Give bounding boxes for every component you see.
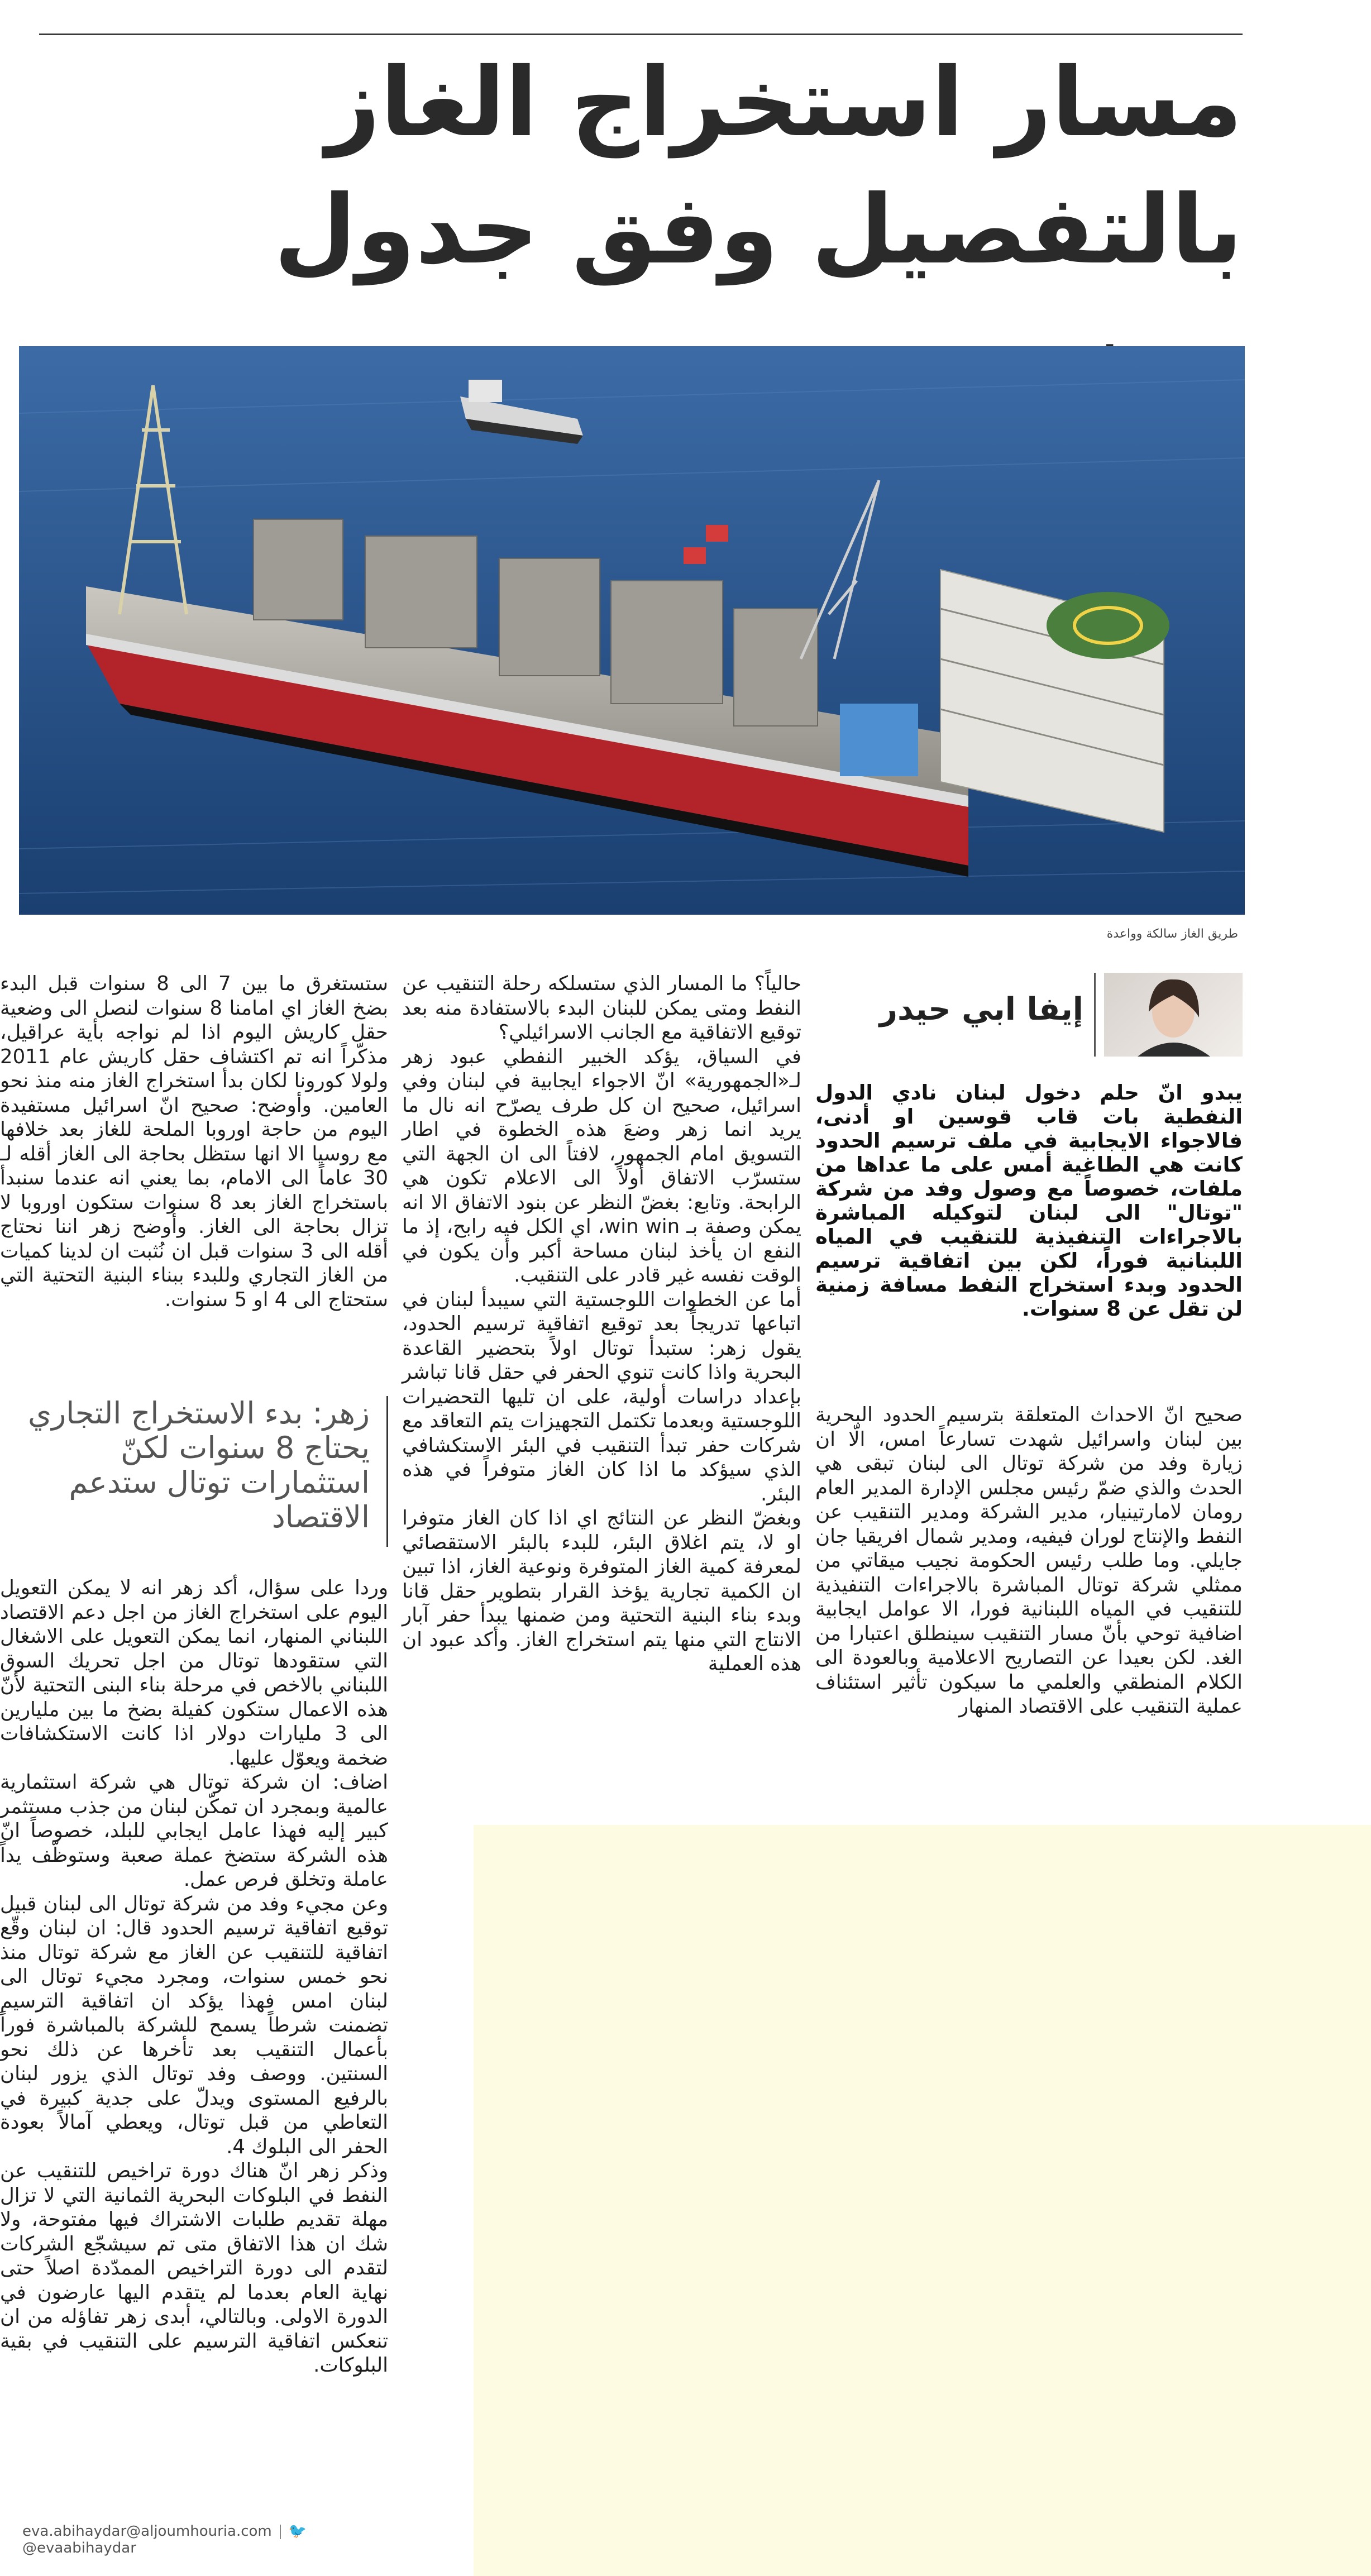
paragraph: صحيح انّ الاحداث المتعلقة بترسيم الحدود البحرية بين لبنان واسرائيل شهدت تسارعاً امس، الّا ان زيارة وفد من شركة توتال الى لبنان تبقى هي الحدث والذي ضمّ رئيس مجلس الإدارة المدير العام رومان لامارتينيار، مدير الشركة ومدير التنقيب عن النفط والإنتاج لوران فيفيه، ومدير شمال افريقيا جان جايلي. وما طلب رئيس الحكومة نجيب ميقاتي من ممثلي شركة توتال المباشرة بالاجراءات التنفيذية للتنقيب في المياه اللبنانية فورا، الا عوامل ايجابية اضافية توحي بأنّ مسار التنقيب سينطلق اعتبارا من الغد. لكن بعيدا عن التصاريح الاعلامية وبالعودة الى الكلام المنطقي والعلمي ما سيكون تأثير استئناف عملية التنقيب على الاقتصاد المنهار — [815, 1403, 1243, 1718]
column-left-top — [0, 972, 388, 1312]
ad-space-background — [474, 1825, 1371, 2576]
author-email[interactable]: eva.abihaydar@aljoumhouria.com — [22, 2523, 272, 2540]
paragraph: في السياق، يؤكد الخبير النفطي عبود زهر لـ«الجمهورية» انّ الاجواء ايجابية في لبنان وفي اسرائيل، صحيح ان كل طرف يصرّح انه نال ما يريد انما زهر وضعَ هذه الخطوة في اطار التسويق امام الجمهور، لافتاً الى ان الجهة التي ستسرّب الاتفاق أولاً الى الاعلام تكون هي الرابحة. وتابع: بغضّ النظر عن بنود الاتفاق الا انه يمكن وصفة بـ win win، اي الكل فيه رابح، إذ ما النفع ان يأخذ لبنان مساحة أكبر وأن يكون في الوقت نفسه غير قادر على التنقيب. — [402, 1045, 801, 1287]
column-left-bottom — [0, 1576, 388, 2378]
twitter-icon: 🐦 — [288, 2523, 307, 2540]
headline: مسار استخراج الغاز بالتفصيل وفق جدول — [274, 47, 1243, 285]
fpso-ship-illustration — [19, 346, 1245, 915]
paragraph: وبغضّ النظر عن النتائج اي اذا كان الغاز متوفرا او لا، يتم اغلاق البئر، للبدء بالبئر الاستقصائي لمعرفة كمية الغاز المتوفرة ونوعية الغاز، اذا تبين ان الكمية تجارية يؤخذ القرار بتطوير حقل قانا وبدء بناء البنية التحتية ومن ضمنها يبدأ حفر آبار الانتاج التي منها يتم استخراج الغاز. وأكد عبود ان هذه العملية — [402, 1507, 801, 1675]
author-name: إيفا ابي حيدر — [879, 991, 1083, 1027]
author-photo — [1104, 973, 1243, 1057]
paragraph: حالياً؟ ما المسار الذي ستسلكه رحلة التنقيب عن النفط ومتى يمكن للبنان البدء بالاستفادة منه بعد توقيع الاتفاقية مع الجانب الاسرائيلي؟ — [402, 972, 801, 1044]
pull-quote-text: زهر: بدء الاستخراج التجاري يحتاج 8 سنوات لكنّ استثمارات توتال ستدعم الاقتصاد — [27, 1395, 370, 1535]
pull-quote — [21, 1396, 388, 1547]
footer-separator — [280, 2525, 281, 2539]
column-right — [815, 1403, 1243, 1719]
paragraph: وردا على سؤال، أكد زهر انه لا يمكن التعويل اليوم على استخراج الغاز من اجل دعم الاقتصاد اللبناني المنهار، انما يمكن التعويل على الاشغال التي ستقودها توتال من اجل تحريك السوق اللبناني بالاخص في مرحلة بناء البنى التحتية لأنّ هذه الاعمال ستكون كفيلة بضخ ما بين مليارين الى 3 مليارات دولار اذا كانت الاستكشافات ضخمة ويعوّل عليها. — [0, 1576, 388, 1770]
column-middle — [402, 972, 801, 1676]
paragraph: وذكر زهر انّ هناك دورة تراخيص للتنقيب عن النفط في البلوكات البحرية الثمانية التي لا تزال مهلة تقديم طلبات الاشتراك فيها مفتوحة، ولا شك ان هذا الاتفاق متى تم سيشجّع الشركات لتقدم الى دورة التراخيص الممدّدة اصلاً حتى نهاية العام بعدما لم يتقدم اليها عارضون في الدورة الاولى. وبالتالي، أبدى زهر تفاؤله من ان تنعكس اتفاقية الترسيم على التنقيب في بقية البلوكات. — [0, 2159, 388, 2377]
author-twitter[interactable]: @evaabihaydar — [22, 2540, 136, 2556]
photo-caption: طريق الغاز سالكة وواعدة — [1106, 927, 1238, 941]
top-rule — [39, 34, 1243, 35]
paragraph: أما عن الخطوات اللوجستية التي سيبدأ لبنان في اتباعها تدريجاً بعد توقيع اتفاقية ترسيم الحدود، يقول زهر: ستبدأ توتال اولاً بتحضير القاعدة البحرية واذا كانت تنوي الحفر في حقل قانا تباشر بإعداد دراسات أولية، على ان تليها التحضيرات اللوجستية وبعدما تكتمل التجهيزات يتم التعاقد مع شركات حفر تبدأ التنقيب في البئر الاستكشافي الذي سيؤكد ما اذا كان الغاز متوفراً في هذه البئر. — [402, 1288, 801, 1506]
gas-platform-photo — [19, 346, 1245, 915]
author-contact — [0, 2523, 388, 2556]
paragraph: وعن مجيء وفد من شركة توتال الى لبنان قبيل توقيع اتفاقية ترسيم الحدود قال: ان لبنان وقّع اتفاقية للتنقيب عن الغاز مع شركة توتال منذ نحو خمس سنوات، ومجرد مجيء توتال الى لبنان امس فهذا يؤكد ان اتفاقية الترسيم تضمنت شرطاً يسمح للشركة بالمباشرة فوراً بأعمال التنقيب بعد تأخرها عن ذلك نحو السنتين. ووصف وفد توتال الذي يزور لبنان بالرفيع المستوى ويدلّ على جدية كبيرة في التعاطي من قبل توتال، ويعطي آمالاً بعودة الحفر الى البلوك 4. — [0, 1892, 388, 2158]
author-divider — [1094, 973, 1096, 1057]
paragraph: ستستغرق ما بين 7 الى 8 سنوات قبل البدء بضخ الغاز اي امامنا 8 سنوات لنصل الى وضعية حقل كاريش اليوم اذا لم نواجه بأية عراقيل، مذكّراً انه تم اكتشاف حقل كاريش عام 2011 ولولا كورونا لكان بدأ استخراج الغاز منه منذ نحو العامين. وأوضح: صحيح انّ اسرائيل مستفيدة اليوم من حاجة اوروبا الملحة للغاز بعد خلافها مع روسيا الا انها ستظل بحاجة الى الغاز أقله لـ 30 عاماً الى الامام، بما يعني انه عندما سنبدأ باستخراج الغاز بعد 8 سنوات ستكون اوروبا لا تزال بحاجة الى الغاز. وأوضح زهر اننا نحتاج أقله الى 3 سنوات قبل ان نُثبت ان لدينا كميات من الغاز التجاري وللبدء ببناء البنية التحتية التي ستحتاج الى 4 او 5 سنوات. — [0, 972, 388, 1311]
article-lead: يبدو انّ حلم دخول لبنان نادي الدول النفطية بات قاب قوسين او أدنى، فالاجواء الايجابية في ملف ترسيم الحدود كانت هي الطاغية أمس على ما عداها من ملفات، خصوصاً مع وصول وفد من شركة "توتال" الى لبنان لتوكيله المباشرة بالاجراءات التنفيذية للتنقيب في المياه اللبنانية فوراً، لكن بين اتفاقية ترسيم الحدود وبدء استخراج النفط مسافة زمنية لن تقل عن 8 سنوات. — [815, 1081, 1243, 1321]
paragraph: اضاف: ان شركة توتال هي شركة استثمارية عالمية وبمجرد ان تمكّن لبنان من جذب مستثمر كبير إليه فهذا عامل ايجابي للبلد، خصوصاً انّ هذه الشركة ستضخ عملة صعبة وستوظّف يداً عاملة وتخلق فرص عمل. — [0, 1771, 388, 1891]
